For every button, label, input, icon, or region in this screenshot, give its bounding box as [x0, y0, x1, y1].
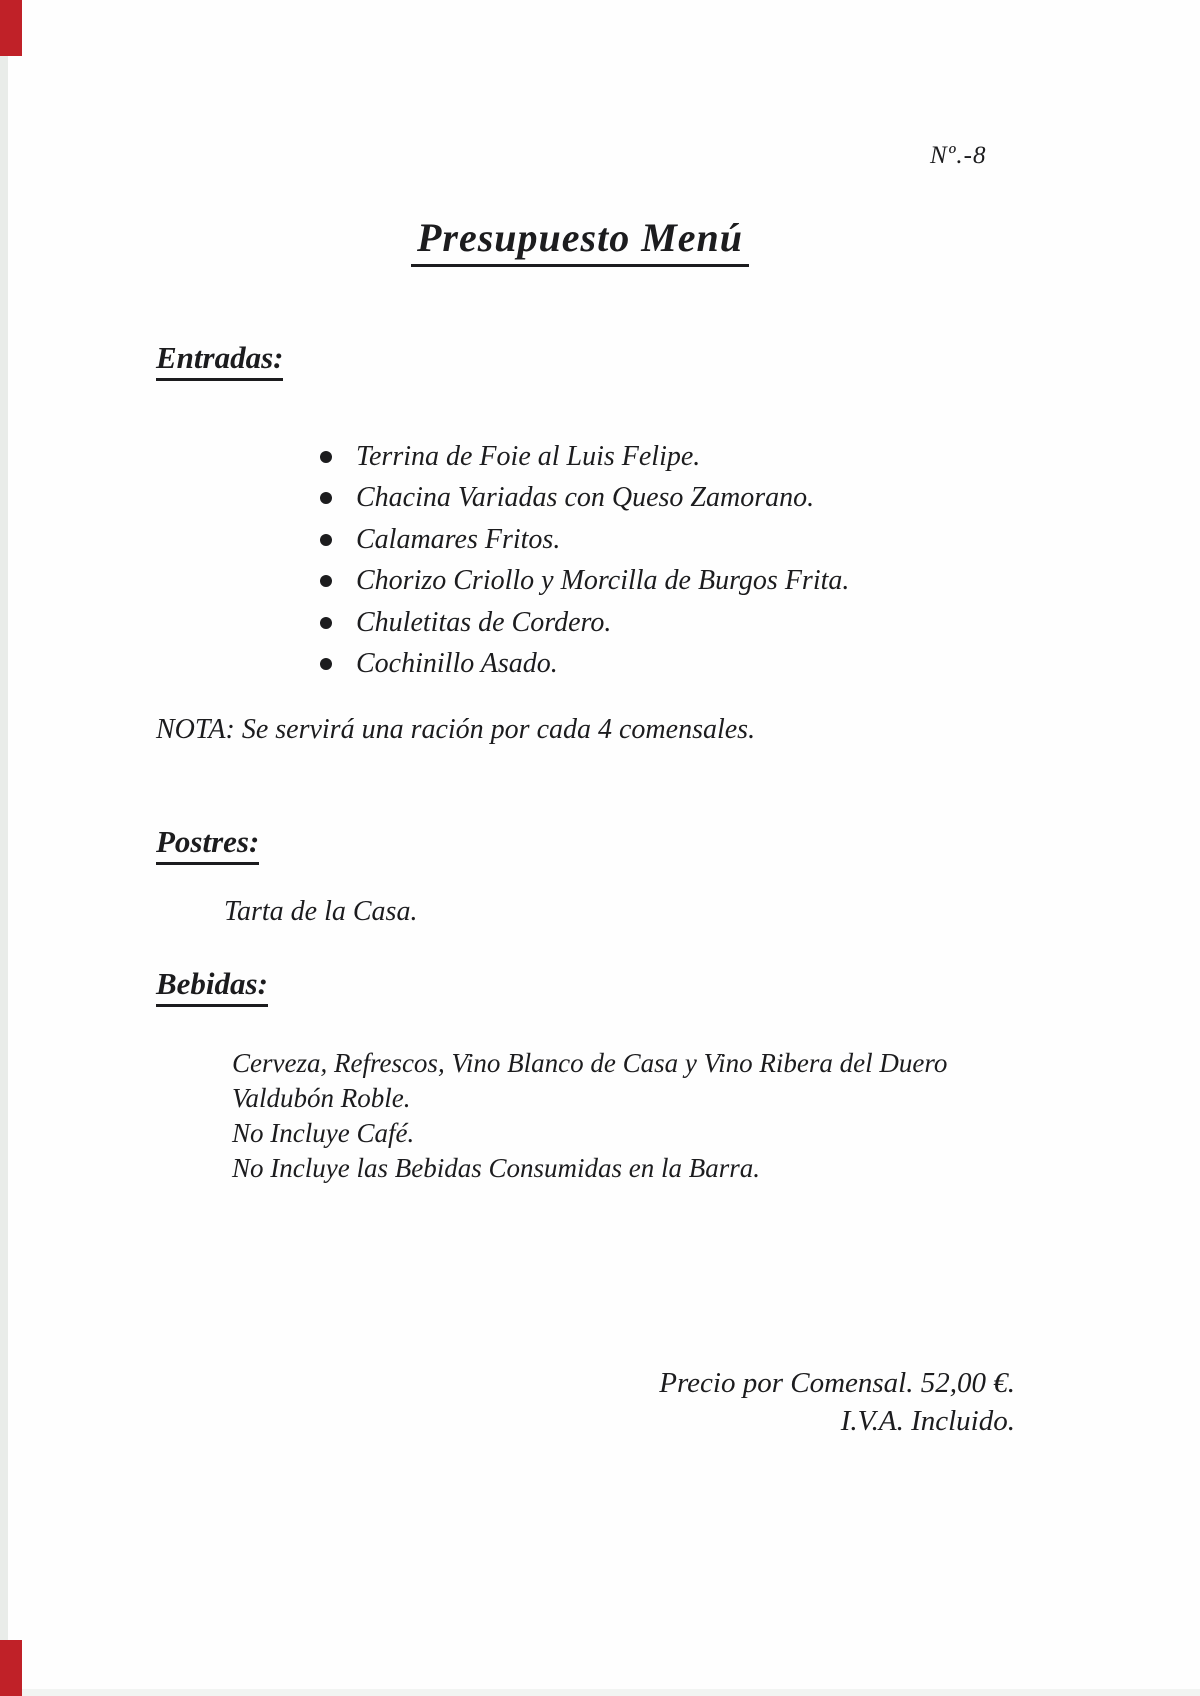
entradas-item-label: Calamares Fritos.: [356, 523, 561, 555]
pricing-block: [659, 1364, 1015, 1440]
list-item: [320, 602, 849, 644]
nota-line: NOTA: Se servirá una ración por cada 4 comensales.: [156, 714, 756, 745]
list-item: [320, 519, 849, 561]
section-heading-entradas-label: Entradas:: [156, 340, 283, 381]
section-heading-bebidas-label: Bebidas:: [156, 966, 268, 1007]
entradas-item-label: Chuletitas de Cordero.: [356, 606, 612, 638]
bebidas-line: No Incluye las Bebidas Consumidas en la Barra.: [232, 1153, 760, 1183]
page-title: Presupuesto Menú: [411, 214, 749, 267]
bebidas-line: No Incluye Café.: [232, 1118, 415, 1148]
bullet-icon: [320, 617, 332, 629]
list-item: [320, 561, 849, 603]
section-heading-bebidas: [156, 966, 268, 1007]
entradas-item-label: Cochinillo Asado.: [356, 648, 558, 680]
price-per-person: Precio por Comensal. 52,00 €.: [659, 1367, 1015, 1399]
bullet-icon: [320, 451, 332, 463]
red-edge-mark-top: [0, 0, 22, 56]
entradas-list: [320, 436, 849, 685]
list-item: [320, 478, 849, 520]
list-item: [320, 644, 849, 686]
bullet-icon: [320, 534, 332, 546]
bullet-icon: [320, 658, 332, 670]
section-heading-entradas: [156, 340, 283, 381]
bebidas-line: Valdubón Roble.: [232, 1083, 411, 1113]
red-edge-mark-bottom: [0, 1640, 22, 1696]
entradas-item-label: Chorizo Criollo y Morcilla de Burgos Frita.: [356, 565, 850, 597]
title-wrap: [0, 214, 1160, 267]
bebidas-text-block: [232, 1046, 947, 1186]
bullet-icon: [320, 575, 332, 587]
bullet-icon: [320, 492, 332, 504]
scan-bottom-edge-shadow: [0, 1689, 1200, 1696]
section-heading-postres: [156, 824, 259, 865]
postres-item: Tarta de la Casa.: [224, 896, 418, 927]
entradas-item-label: Terrina de Foie al Luis Felipe.: [356, 440, 701, 472]
page-number: Nº.-8: [930, 142, 987, 169]
section-heading-postres-label: Postres:: [156, 824, 259, 865]
entradas-item-label: Chacina Variadas con Queso Zamorano.: [356, 482, 815, 514]
vat-included-note: I.V.A. Incluido.: [840, 1405, 1015, 1437]
bebidas-line: Cerveza, Refrescos, Vino Blanco de Casa y Vino Ribera del Duero: [232, 1048, 948, 1078]
list-item: [320, 436, 849, 478]
